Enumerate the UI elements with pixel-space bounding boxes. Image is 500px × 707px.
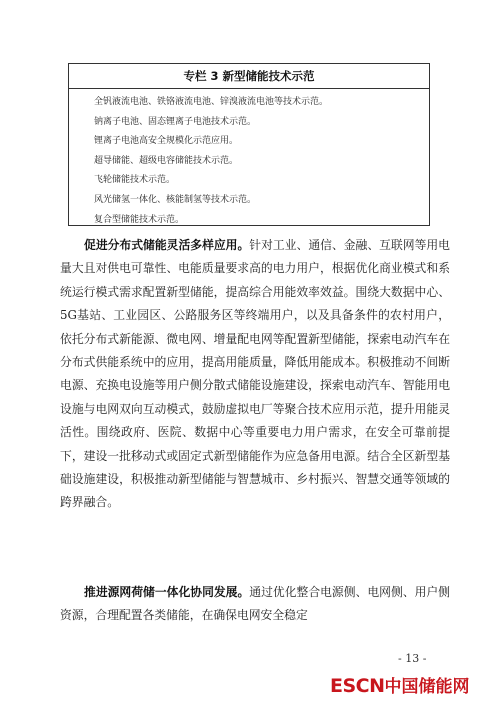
paragraph-lead: 推进源网荷储一体化协同发展。 bbox=[84, 585, 250, 599]
page-number: - 13 - bbox=[398, 652, 427, 665]
box-item: 钠离子电池、固态锂离子电池技术示范。 bbox=[94, 116, 257, 127]
paragraph-lead: 促进分布式储能灵活多样应用。 bbox=[84, 238, 250, 252]
paragraph-text: 针对工业、通信、金融、互联网等用电量大且对供电可靠性、电能质量要求高的电力用户，根据优化商业模式和系统运行模式需求配置新型储能，提高综合用能效率效益。围绕大数据中心、5G基站、工业园区、公路服务区等终端用户，以及具备条件的农村用户，依托分布式新能源、微电网、增量配电网等配置新型储能，探索电动汽车在分布式供能系统中的应用，提高用能质量，降低用能成本。积极推动不间断电源、充换电设施等用户侧分散式储能设施建设，探索电动汽车、智能用电设施与电网双向互动模式，鼓励虚拟电厂等聚合技术应用示范，提升用能灵活性。围绕政府、医院、数据中心等重要电力用户需求，在安全可靠前提下，建设一批移动式或固定式新型储能作为应急备用电源。结合全区新型基础设施建设，积极推动新型储能与智慧城市、乡村振兴、智慧交通等领域的跨界融合。 bbox=[60, 238, 450, 510]
box-item: 超导储能、超级电容储能技术示范。 bbox=[94, 155, 239, 166]
box-item: 飞轮储能技术示范。 bbox=[94, 175, 176, 186]
sidebar-box bbox=[68, 63, 430, 226]
box-items bbox=[69, 89, 429, 230]
box-item: 风光储氢一体化、核能制氢等技术示范。 bbox=[94, 194, 257, 205]
logo-en: ESCN bbox=[330, 675, 385, 697]
paragraph-distributed-storage bbox=[60, 234, 450, 515]
box-item: 全钒液流电池、铁铬液流电池、锌溴液流电池等技术示范。 bbox=[94, 97, 329, 107]
box-item: 复合型储能技术示范。 bbox=[94, 214, 185, 225]
paragraph-integration bbox=[60, 581, 450, 628]
paragraph-text: 通过优化整合电源侧、电网侧、用户侧资源，合理配置各类储能，在确保电网安全稳定 bbox=[60, 585, 450, 623]
box-title: 专栏 3 新型储能技术示范 bbox=[69, 64, 429, 89]
box-item: 锂离子电池高安全规模化示范应用。 bbox=[94, 136, 239, 147]
escn-logo bbox=[330, 672, 495, 702]
logo-cn: 中国储能网 bbox=[384, 677, 470, 697]
